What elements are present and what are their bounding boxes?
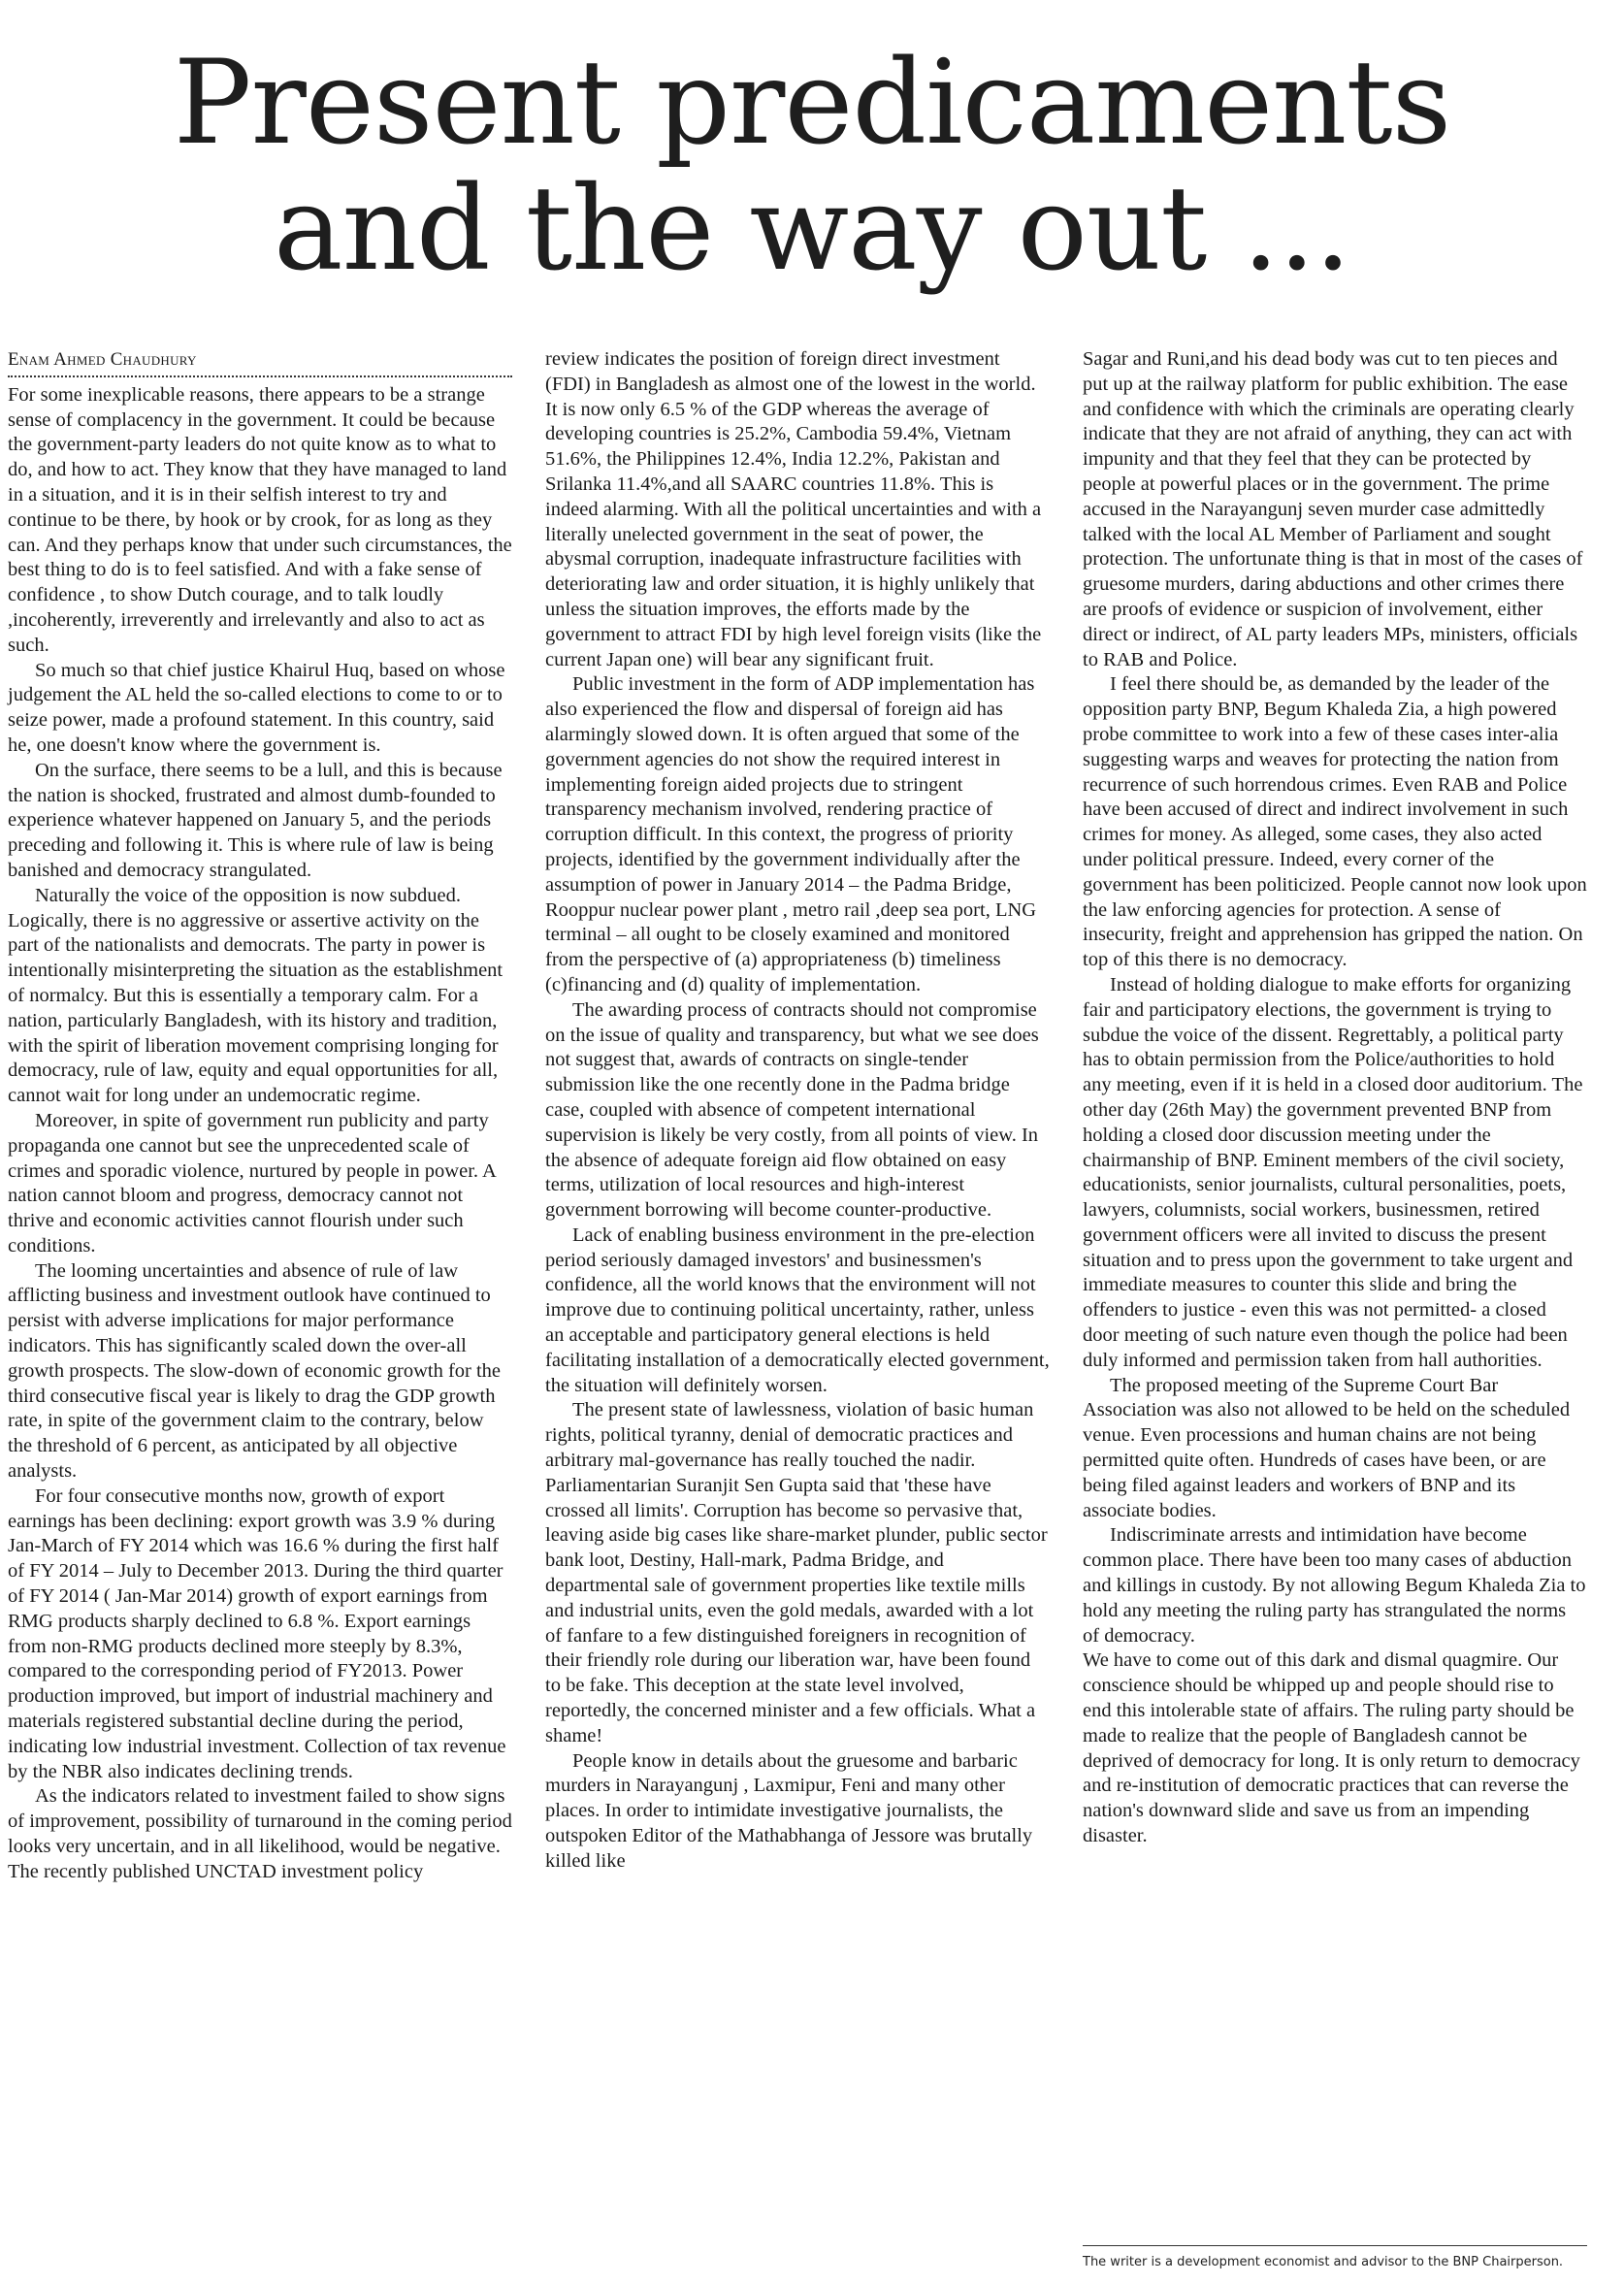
title-line-2: and the way out ... [274,162,1350,297]
paragraph: Naturally the voice of the opposition is now subdued. Logically, there is no aggressive or assertive activity on the part of the nationalists and democrats. The party in power is intentionally misinterpreting the situation as the establishment of normalcy. But this is essentially a temporary calm. For a nation, particularly Bangladesh, with its history and tradition, with the spirit of liberation movement comprising longing for democracy, rule of law, equity and equal opportunities for all, cannot wait for long under an undemocratic regime. [8,884,503,1107]
paragraph: Sagar and Runi,and his dead body was cut to ten pieces and put up at the railway platform for public exhibition. The ease and confidence with which the criminals are operating clearly indicate that they are not afraid of anything, they can act with impunity and that they feel that they can be protected by people at powerful places or in the government. The prime accused in the Narayangunj seven murder case admittedly talked with the local AL Member of Parliament and sought protection. The unfortunate thing is that in most of the cases of gruesome murders, daring abductions and other crimes there are proofs of evidence or suspicion of involvement, either direct or indirect, of AL party leaders MPs, ministers, officials to RAB and Police. [1083,348,1583,670]
paragraph: The proposed meeting of the Supreme Court Bar Association was also not allowed to be held on the scheduled venue. Even processions and human chains are not being permitted quite often. Hundreds of cases have been, or are being filed against leaders and workers of BNP and its associate bodies. [1083,1374,1571,1521]
paragraph: Moreover, in spite of government run publicity and party propaganda one cannot but see the unprecedented scale of crimes and sporadic violence, nurtured by people in power. A nation cannot bloom and progress, democracy cannot not thrive and economic activities cannot flourish under such conditions. [8,1109,496,1256]
paragraph: On the surface, there seems to be a lull, and this is because the nation is shocked, frustrated and almost dumb-founded to experience whatever happened on January 5, and the periods preceding and following it. This is where rule of law is being banished and democracy strangulated. [8,759,503,881]
paragraph: I feel there should be, as demanded by the leader of the opposition party BNP, Begum Khaleda Zia, a high powered probe committee to work into a few of these cases inter-alia suggesting warps and weaves for protecting the nation from recurrence of such horrendous crimes. Even RAB and Police have been accused of direct and indirect involvement in such crimes for money. As alleged, some cases, they also acted under political pressure. Indeed, every corner of the government has been politicized. People cannot now look upon the law enforcing agencies for protection. A sense of insecurity, freight and apprehension has gripped the nation. On top of this there is no democracy. [1083,673,1587,971]
title-line-1: Present predicaments [173,36,1451,171]
byline: Enam Ahmed Chaudhury [8,347,512,377]
column-2 [545,347,1050,1875]
column-1 [8,347,512,1885]
paragraph: So much so that chief justice Khairul Huq, based on whose judgement the AL held the so-called elections to come to or to seize power, made a profound statement. In this country, said he, one doesn't know where the government is. [8,659,505,756]
article-title [0,36,1624,297]
paragraph: As the indicators related to investment failed to show signs of improvement, possibility of turnaround in the coming period looks very uncertain, and in all likelihood, would be negative. The recently published UNCTAD investment policy [8,1785,512,1882]
paragraph: review indicates the position of foreign direct investment (FDI) in Bangladesh as almost one of the lowest in the world. It is now only 6.5 % of the GDP whereas the average of developing countries is 25.2%, Cambodia 59.4%, Vietnam 51.6%, the Philippines 12.4%, India 12.2%, Pakistan and Srilanka 11.4%,and all SAARC countries 11.8%. This is indeed alarming. With all the political uncertainties and with a literally unelected government in the seat of power, the abysmal corruption, inadequate infrastructure facilities with deteriorating law and order situation, it is highly unlikely that unless the situation improves, the efforts made by the government to attract FDI by high level foreign visits (like the current Japan one) will bear any significant fruit. [545,348,1042,670]
paragraph: The awarding process of contracts should not compromise on the issue of quality and transparency, but what we see does not suggest that, awards of contracts on single-tender submission like the one recently done in the Padma bridge case, coupled with absence of competent international supervision is likely be very costly, from all points of view. In the absence of adequate foreign aid flow obtained on easy terms, utilization of local resources and high-interest government borrowing will become counter-productive. [545,998,1039,1222]
paragraph: Indiscriminate arrests and intimidation have become common place. There have been too many cases of abduction and killings in custody. By not allowing Begum Khaleda Zia to hold any meeting the ruling party has strangulated the norms of democracy. [1083,1524,1586,1647]
paragraph: Lack of enabling business environment in the pre-election period seriously damaged investors' and businessmen's confidence, all the world knows that the environment will not improve due to continuing political uncertainty, rather, unless an acceptable and participatory general elections is held facilitating installation of a democratically elected government, the situation will definitely worsen. [545,1224,1050,1396]
paragraph: People know in details about the gruesome and barbaric murders in Narayangunj , Laxmipur, Feni and many other places. In order to intimidate investigative journalists, the outspoken Editor of the Mathabhanga of Jessore was brutally killed like [545,1749,1033,1872]
paragraph: Public investment in the form of ADP implementation has also experienced the flow and dispersal of foreign aid has alarmingly slowed down. It is often argued that some of the government agencies do not show the required interest in implementing foreign aided projects due to stringent transparency mechanism involved, rendering practice of corruption difficult. In this context, the progress of priority projects, identified by the government individually after the assumption of power in January 2014 – the Padma Bridge, Rooppur nuclear power plant , metro rail ,deep sea port, LNG terminal – all ought to be closely examined and monitored from the perspective of (a) appropriateness (b) timeliness (c)financing and (d) quality of implementation. [545,673,1037,995]
paragraph: For some inexplicable reasons, there appears to be a strange sense of complacency in the government. It could be because the government-party leaders do not quite know as to what to do, and how to act. They know that they have managed to land in a situation, and it is in their selfish interest to try and continue to be there, by hook or by crook, for as long as they can. And they perhaps know that under such circumstances, the best thing to do is to feel satisfied. And with a fake sense of confidence , to show Dutch courage, and to talk loudly ,incoherently, irreverently and irrelevantly and also to act as such. [8,383,512,656]
column-3 [1083,347,1587,1849]
paragraph: Instead of holding dialogue to make efforts for organizing fair and participatory elections, the government is trying to subdue the voice of the dissent. Regrettably, a political party has to obtain permission from the Police/authorities to hold any meeting, even if it is held in a closed door auditorium. The other day (26th May) the government prevented BNP from holding a closed door discussion meeting under the chairmanship of BNP. Eminent members of the civil society, educationists, senior journalists, cultural personalities, poets, lawyers, columnists, social workers, businessmen, retired government officers were all invited to discuss the present situation and to press upon the government to take urgent and immediate measures to counter this slide and bring the offenders to justice - even this was not permitted- a closed door meeting of such nature even though the police had been duly informed and permission taken from hall authorities. [1083,973,1583,1371]
paragraph: The present state of lawlessness, violation of basic human rights, political tyranny, denial of democratic practices and arbitrary mal-governance has really touched the nadir. Parliamentarian Suranjit Sen Gupta said that 'these have crossed all limits'. Corruption has become so pervasive that, leaving aside big cases like share-market plunder, public sector bank loot, Destiny, Hall-mark, Padma Bridge, and departmental sale of government properties like textile mills and industrial units, even the gold medals, awarded with a lot of fanfare to a few distinguished foreigners in recognition of their friendly role during our liberation war, have been found to be fake. This deception at the state level involved, reportedly, the concerned minister and a few officials. What a shame! [545,1399,1048,1746]
paragraph: We have to come out of this dark and dismal quagmire. Our conscience should be whipped up and people should rise to end this intolerable state of affairs. The ruling party should be made to realize that the people of Bangladesh cannot be deprived of democracy for long. It is only return to democracy and re-institution of democratic practices that can reverse the nation's downward slide and save us from an impending disaster. [1083,1649,1580,1847]
writer-note: The writer is a development economist and advisor to the BNP Chairperson. [1083,2245,1587,2270]
paragraph: For four consecutive months now, growth of export earnings has been declining: export growth was 3.9 % during Jan-March of FY 2014 which was 16.6 % during the first half of FY 2014 – July to December 2013. During the third quarter of FY 2014 ( Jan-Mar 2014) growth of export earnings from RMG products sharply declined to 6.8 %. Export earnings from non-RMG products declined more steeply by 8.3%, compared to the corresponding period of FY2013. Power production improved, but import of industrial machinery and materials registered substantial decline during the period, indicating low industrial investment. Collection of tax revenue by the NBR also indicates declining trends. [8,1485,506,1782]
paragraph: The looming uncertainties and absence of rule of law afflicting business and investment outlook have continued to persist with adverse implications for major performance indicators. This has significantly scaled down the over-all growth prospects. The slow-down of economic growth for the third consecutive fiscal year is likely to drag the GDP growth rate, in spite of the government claim to the contrary, below the threshold of 6 percent, as anticipated by all objective analysts. [8,1259,502,1483]
